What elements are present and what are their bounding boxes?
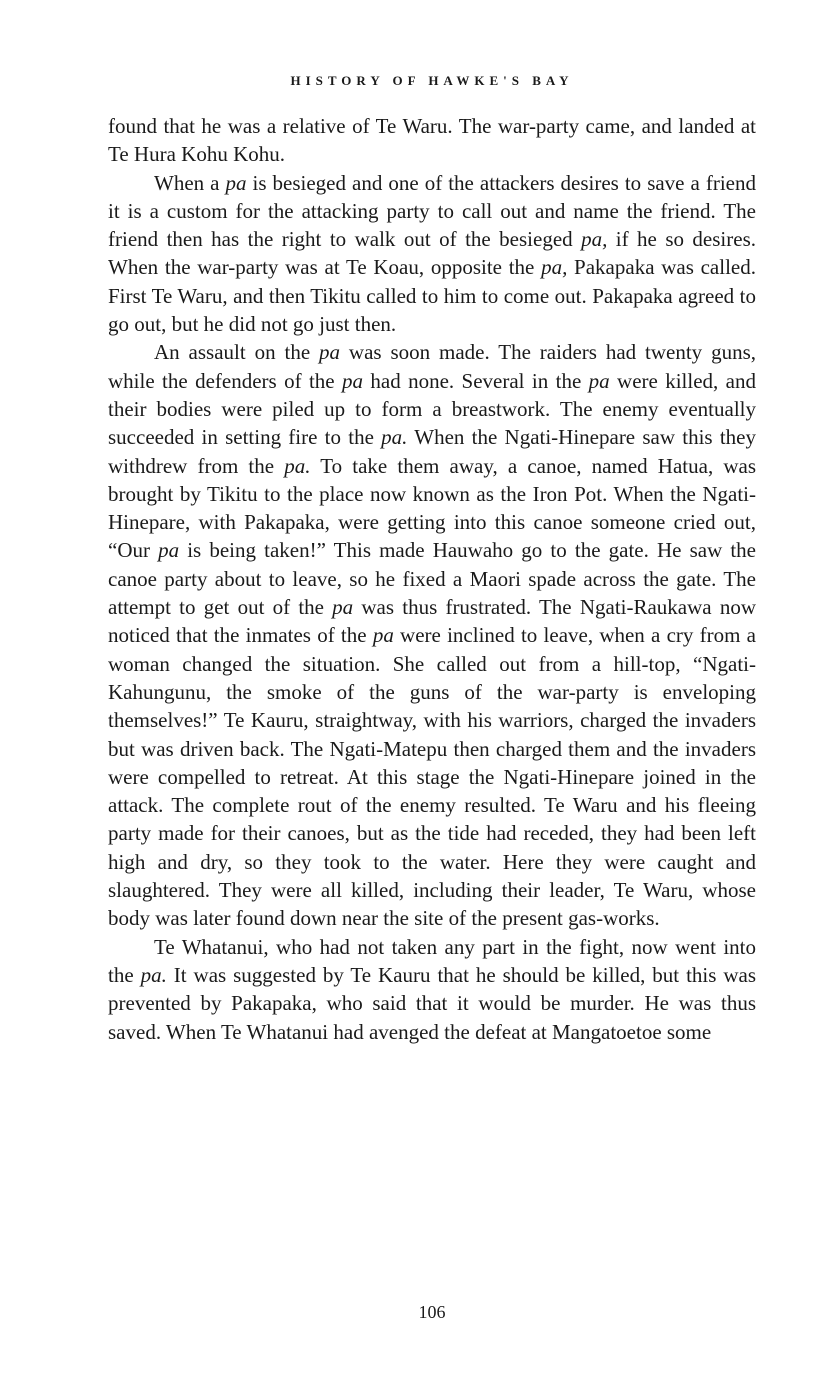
- italic-term: pa,: [541, 255, 568, 280]
- text-run: To take them away, a canoe, named Hatua, was brought by Tikitu to the place now known as the Iron Pot. When the Ngati-Hinepare, with Pakapaka, were getting into this canoe someone cried out, “Our: [108, 453, 756, 563]
- text-run: was soon made. The raiders had twenty guns, while the defenders of the: [108, 340, 756, 393]
- text-run: Pakapaka was called. First Te Waru, and then Tikitu called to him to come out. Pakapaka agreed to go out, but he did not go just then.: [108, 255, 756, 337]
- book-page: [108, 72, 756, 1372]
- text-run: were killed, and their bodies were piled up to form a breastwork. The enemy eventually succeeded in setting fire to the: [108, 368, 756, 450]
- text-run: An assault on the: [154, 340, 320, 365]
- paragraph: [108, 933, 756, 1046]
- italic-term: pa.: [140, 962, 167, 987]
- text-run: When the Ngati-Hinepare saw this they withdrew from the: [108, 425, 756, 478]
- text-run: was thus frustrated. The Ngati-Raukawa now noticed that the inmates of the: [108, 595, 756, 648]
- italic-term: pa: [319, 340, 341, 365]
- text-run: It was suggested by Te Kauru that he should be killed, but this was prevented by Pakapaka, who said that it would be murder. He was thus saved. When Te Whatanui had avenged the defeat at Mangatoetoe some: [108, 962, 757, 1044]
- text-run: When a: [154, 170, 226, 195]
- page-number: 106: [418, 1302, 446, 1322]
- paragraph: [108, 338, 756, 932]
- text-run: Te Whatanui, who had not taken any part in the fight, now went into the: [108, 934, 756, 987]
- text-run: is besieged and one of the attackers desires to save a friend it is a custom for the attacking party to call out and name the friend. The friend then has the right to walk out of the besieged: [108, 170, 756, 252]
- italic-term: pa: [158, 538, 180, 563]
- paragraph: [108, 112, 756, 169]
- italic-term: pa.: [284, 453, 311, 478]
- body-text: [108, 112, 756, 1046]
- italic-term: pa: [225, 170, 247, 195]
- italic-term: pa: [372, 623, 394, 648]
- italic-term: pa: [342, 368, 363, 393]
- text-run: if he so desires. When the war-party was at Te Koau, opposite the: [108, 227, 756, 280]
- italic-term: pa: [588, 368, 610, 393]
- text-run: were inclined to leave, when a cry from a woman changed the situation. She called out from a hill-top, “Ngati-Kahungunu, the smoke of the guns of the war-party is enveloping themselves!” Te Kauru, straightway, with his warriors, charged the invaders but was driven back. The Ngati-Matepu then charged them and the invaders were compelled to retreat. At this stage the Ngati-Hinepare joined in the attack. The complete rout of the enemy resulted. Te Waru and his fleeing party made for their canoes, but as the tide had receded, they had been left high and dry, so they took to the water. Here they were caught and slaughtered. They were all killed, including their leader, Te Waru, whose body was later found down near the site of the present gas-works.: [108, 623, 757, 931]
- italic-term: pa: [332, 595, 354, 620]
- paragraph: [108, 169, 756, 339]
- text-run: found that he was a relative of Te Waru. The war-party came, and landed at Te Hura Kohu Kohu.: [108, 114, 756, 167]
- text-run: had none. Several in the: [363, 368, 589, 393]
- running-head: HISTORY OF HAWKE'S BAY: [290, 73, 574, 88]
- italic-term: pa.: [381, 425, 408, 450]
- italic-term: pa,: [581, 227, 608, 252]
- text-run: is being taken!” This made Hauwaho go to the gate. He saw the canoe party about to leave, so he fixed a Maori spade across the gate. The attempt to get out of the: [108, 538, 757, 620]
